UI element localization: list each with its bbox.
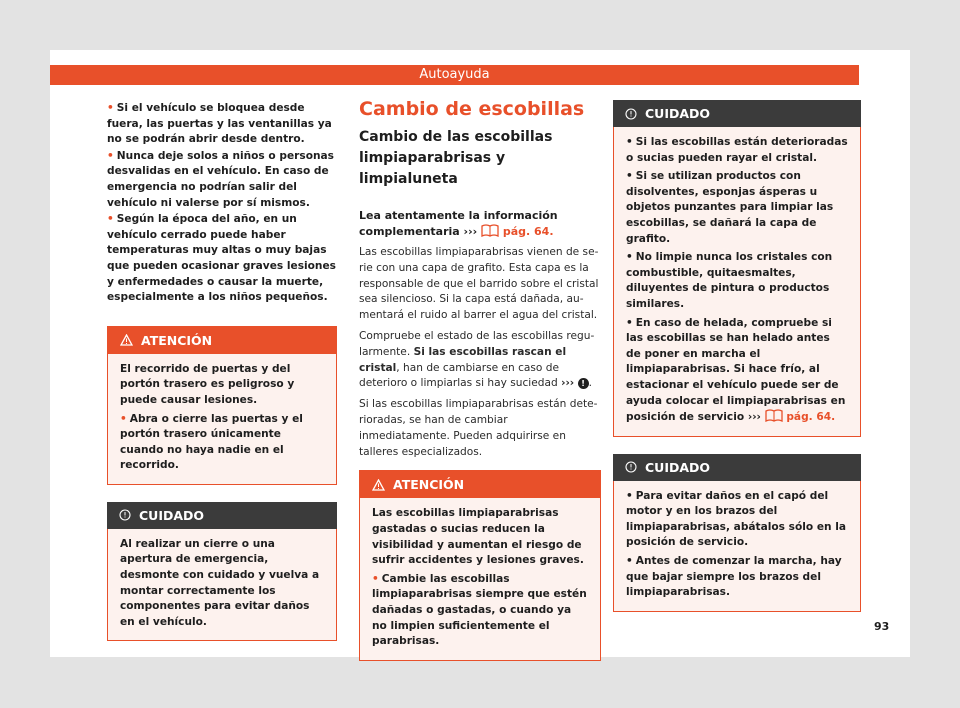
caution-label: CUIDADO <box>139 507 205 523</box>
page-number: 93 <box>874 620 890 633</box>
list-item: • Antes de comenzar la marcha, hay que bajar siempre los brazos del limpiaparabrisas. <box>626 555 842 599</box>
list-item: • Según la época del año, en un vehículo cerrado puede haber temperaturas muy altas o muy bajas que pueden ocasionar graves lesiones y enfermedades o causar la muerte, especialmente a los niños pequeños. <box>107 213 336 304</box>
list-item: • En caso de helada, compruebe si las escobillas se han helado antes de poner en marcha el limpiaparabrisas. Si hace frío, al estacionar el vehículo puede ser de ayuda colocar el limpiaparabrisas en posición de servicio ››› pág. 64. <box>626 316 846 424</box>
bullet-icon: • <box>626 555 633 568</box>
caution-label: CUIDADO <box>645 106 711 121</box>
body-paragraph: Compruebe el estado de las escobillas regularmente. Si las escobillas rascan el cristal, han de cambiarse en caso de deterioro o limpiarlas si hay suciedad ››› ! . <box>359 329 595 390</box>
caution-box <box>107 502 337 642</box>
cross-reference-arrows: ››› <box>463 225 478 238</box>
bullet-icon: • <box>626 316 633 329</box>
bullet-list <box>107 97 337 306</box>
body-paragraph: Las escobillas limpiaparabrisas vienen de serie con una capa de grafito. Esta capa es la responsable de que el barrido sobre el cristal sea silencioso. Si la capa está dañada, aumentará el ruido al barrer el agua del cristal. <box>359 246 599 322</box>
section-subtitle: Cambio de las escobillas limpiaparabrisas y limpialuneta <box>359 129 553 187</box>
warning-label: ATENCIÓN <box>141 332 213 348</box>
bullet-icon: • <box>107 213 114 226</box>
warning-body <box>360 498 600 659</box>
caution-body <box>613 127 861 437</box>
page-reference[interactable]: pág. 64. <box>786 411 836 424</box>
warning-header <box>360 471 600 498</box>
caution-box <box>613 454 861 612</box>
bullet-icon: • <box>120 412 127 425</box>
cross-reference-arrows: ››› <box>561 377 575 390</box>
caution-header <box>613 100 861 127</box>
caution-body <box>107 529 337 642</box>
section-title: Cambio de escobillas <box>359 98 585 120</box>
warning-text: Las escobillas limpiaparabrisas gastadas o sucias reducen la visibilidad y aumentan el riesgo de sufrir accidentes y lesiones graves. <box>372 507 584 567</box>
column-left <box>107 97 337 641</box>
caution-header <box>107 502 337 529</box>
list-item: • Nunca deje solos a niños o personas desvalidas en el vehículo. En caso de emergencia no podrían salir del vehículo ni valerse por sí mismos. <box>107 149 334 209</box>
bullet-icon: • <box>626 251 633 264</box>
bullet-icon: • <box>107 102 114 114</box>
book-icon <box>765 409 783 422</box>
bullet-icon: • <box>372 572 379 585</box>
bullet-icon: • <box>107 149 114 162</box>
list-item: • Si el vehículo se bloquea desde fuera, las puertas y las ventanillas ya no se podrán abrir desde dentro. <box>107 102 332 146</box>
warning-text: El recorrido de puertas y del portón trasero es peligroso y puede causar lesiones. <box>120 362 295 406</box>
bullet-icon: • <box>626 489 633 502</box>
warning-box <box>107 326 337 485</box>
column-right <box>613 100 861 612</box>
list-item: • Cambie las escobillas limpiaparabrisas siempre que estén dañadas o gastadas, o cuando ya no limpien suficientemente el parabrisas. <box>372 572 587 648</box>
body-paragraph: Si las escobillas limpiaparabrisas están deterioradas, se han de cambiar inmediatamente. Pueden adquirirse en talleres especializados. <box>359 398 598 458</box>
warning-label: ATENCIÓN <box>393 477 465 493</box>
info-circle-icon <box>119 509 131 521</box>
page-reference[interactable]: pág. 64. <box>502 225 554 238</box>
cross-reference-arrows: ››› <box>747 411 761 424</box>
caution-text: Al realizar un cierre o una apertura de emergencia, desmonte con cuidado y vuelva a montar correctamente los componentes para evitar daños en el vehículo. <box>120 537 320 628</box>
section-header: Autoayuda <box>50 65 859 85</box>
warning-header <box>108 327 336 354</box>
list-item: • Si las escobillas están deterioradas o sucias pueden rayar el cristal. <box>626 136 848 164</box>
bullet-icon: • <box>626 170 633 183</box>
list-item: • Para evitar daños en el capó del motor y en los brazos del limpiaparabrisas, abátalos sólo en la posición de servicio. <box>626 489 847 549</box>
column-middle <box>359 97 601 661</box>
warning-box <box>359 470 601 660</box>
warning-body <box>108 354 336 484</box>
list-item: • No limpie nunca los cristales con combustible, quitaesmaltes, diluyentes de pintura o productos similares. <box>626 251 833 310</box>
info-circle-icon <box>625 108 637 120</box>
lead-paragraph: Lea atentamente la información complementaria ››› pág. 64. <box>359 209 558 238</box>
caution-box <box>613 100 861 437</box>
caution-body <box>613 481 861 612</box>
info-circle-icon <box>625 461 637 473</box>
bullet-icon: • <box>626 136 633 148</box>
book-icon <box>481 224 499 237</box>
list-item: • Si se utilizan productos con disolventes, esponjas ásperas u objetos punzantes para limpiar las escobillas, se dañará la capa de grafito. <box>626 170 834 245</box>
warning-icon <box>372 479 385 491</box>
warning-icon <box>120 334 133 346</box>
caution-label: CUIDADO <box>645 459 711 475</box>
list-item: • Abra o cierre las puertas y el portón trasero únicamente cuando no haya nadie en el recorrido. <box>120 412 303 472</box>
caution-header <box>613 454 861 481</box>
warning-reference-icon[interactable]: ! <box>578 378 589 389</box>
